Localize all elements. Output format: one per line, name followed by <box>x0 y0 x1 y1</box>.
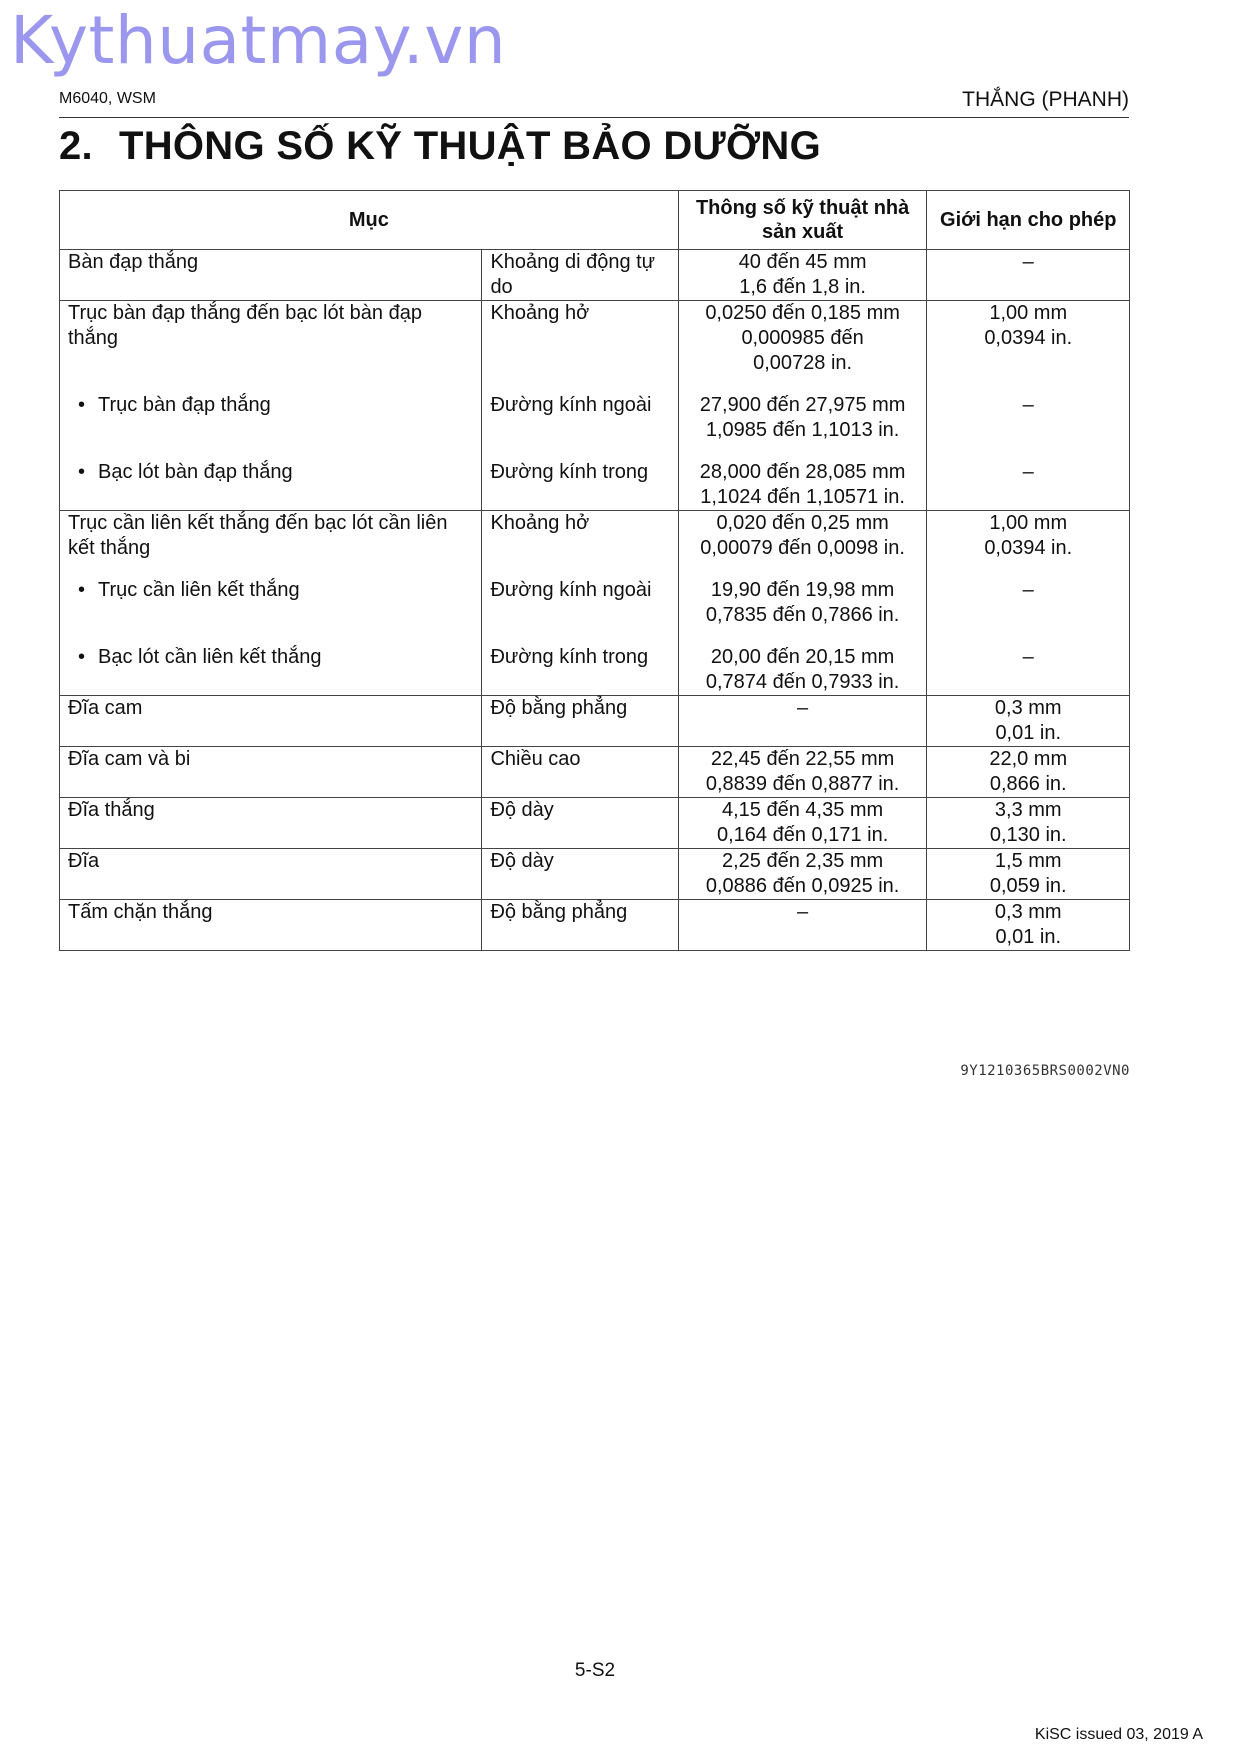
allowable-limit-cell: – <box>1022 646 1034 668</box>
spec-item-cell: • Trục bàn đạp thắng <box>68 393 473 418</box>
spec-item-cell: • Trục cần liên kết thắng <box>68 578 473 603</box>
spec-parameter-column <box>482 849 678 900</box>
spec-parameter-cell: Độ dày <box>490 799 554 821</box>
allowable-limit-cell: – <box>1022 251 1034 273</box>
manufacturer-spec-column <box>678 696 927 747</box>
allowable-limit-column <box>927 250 1130 301</box>
table-row <box>60 443 1130 511</box>
manufacturer-spec-cell: 20,00 đến 20,15 mm 0,7874 đến 0,7933 in. <box>705 646 900 693</box>
spec-parameter-cell: Khoảng hở <box>490 302 590 324</box>
table-row <box>60 798 1130 849</box>
manufacturer-spec-cell: 0,020 đến 0,25 mm 0,00079 đến 0,0098 in. <box>700 512 905 559</box>
header-chapter: THẮNG (PHANH) <box>962 88 1129 111</box>
spec-item-cell: Trục bàn đạp thắng đến bạc lót bàn đạp thắng <box>68 302 422 349</box>
allowable-limit-cell: 0,3 mm 0,01 in. <box>994 697 1062 744</box>
spec-item-cell: Đĩa cam <box>68 697 143 719</box>
manufacturer-spec-column <box>678 900 927 951</box>
allowable-limit-column <box>927 301 1130 377</box>
manufacturer-spec-column <box>678 628 927 696</box>
manufacturer-spec-column <box>678 250 927 301</box>
table-row <box>60 696 1130 747</box>
spec-item-cell: • Bạc lót cần liên kết thắng <box>68 645 473 670</box>
manufacturer-spec-column <box>678 849 927 900</box>
spec-parameter-column <box>482 628 678 696</box>
manufacturer-spec-cell: 4,15 đến 4,35 mm 0,164 đến 0,171 in. <box>716 799 889 846</box>
section-title-text: THÔNG SỐ KỸ THUẬT BẢO DƯỠNG <box>118 124 822 168</box>
table-row <box>60 301 1130 377</box>
manufacturer-spec-cell: 28,000 đến 28,085 mm 1,1024 đến 1,10571 in. <box>699 461 906 508</box>
spec-item-cell: • Bạc lót bàn đạp thắng <box>68 460 473 485</box>
spec-item-column <box>60 849 482 900</box>
allowable-limit-column <box>927 696 1130 747</box>
spec-item-column <box>60 747 482 798</box>
header-item: Mục <box>60 191 679 250</box>
spec-item-column <box>60 443 482 511</box>
allowable-limit-column <box>927 443 1130 511</box>
allowable-limit-column <box>927 628 1130 696</box>
table-header-row <box>60 191 1130 250</box>
allowable-limit-cell: – <box>1022 394 1034 416</box>
spec-parameter-column <box>482 443 678 511</box>
allowable-limit-cell: 22,0 mm 0,866 in. <box>989 748 1068 795</box>
spec-item-cell: Trục cần liên kết thắng đến bạc lót cần liên kết thắng <box>68 512 448 559</box>
spec-parameter-column <box>482 301 678 377</box>
allowable-limit-column <box>927 561 1130 628</box>
allowable-limit-column <box>927 747 1130 798</box>
manufacturer-spec-cell: – <box>797 901 809 923</box>
header-model: M6040, WSM <box>59 90 156 107</box>
spec-parameter-cell: Đường kính ngoài <box>490 579 652 601</box>
table-row <box>60 250 1130 301</box>
manufacturer-spec-cell: 2,25 đến 2,35 mm 0,0886 đến 0,0925 in. <box>705 850 900 897</box>
spec-parameter-cell: Đường kính ngoài <box>490 394 652 416</box>
spec-parameter-column <box>482 561 678 628</box>
spec-item-column <box>60 628 482 696</box>
manufacturer-spec-column <box>678 301 927 377</box>
header-allowable-limit: Giới hạn cho phép <box>927 191 1130 250</box>
manufacturer-spec-column <box>678 561 927 628</box>
spec-item-cell: Đĩa cam và bi <box>68 748 191 770</box>
table-row <box>60 511 1130 562</box>
spec-item-column <box>60 798 482 849</box>
manufacturer-spec-column <box>678 798 927 849</box>
manufacturer-spec-cell: – <box>797 697 809 719</box>
manufacturer-spec-column <box>678 511 927 562</box>
allowable-limit-cell: – <box>1022 461 1034 483</box>
allowable-limit-column <box>927 798 1130 849</box>
spec-item-cell: Đĩa thắng <box>68 799 155 821</box>
section-number: 2. <box>59 124 93 168</box>
spec-parameter-cell: Đường kính trong <box>490 646 649 668</box>
spec-item-column <box>60 376 482 443</box>
manufacturer-spec-cell: 0,0250 đến 0,185 mm 0,000985 đến 0,00728 in. <box>705 302 900 374</box>
spec-parameter-column <box>482 696 678 747</box>
manufacturer-spec-cell: 27,900 đến 27,975 mm 1,0985 đến 1,1013 in. <box>699 394 906 441</box>
spec-parameter-column <box>482 376 678 443</box>
spec-parameter-cell: Độ bằng phẳng <box>490 697 628 719</box>
spec-parameter-column <box>482 250 678 301</box>
spec-item-cell: Tấm chặn thắng <box>68 901 213 923</box>
spec-parameter-cell: Khoảng di động tự do <box>490 251 656 298</box>
allowable-limit-cell: 1,00 mm 0,0394 in. <box>984 512 1073 559</box>
table-row <box>60 849 1130 900</box>
manufacturer-spec-column <box>678 443 927 511</box>
table-row <box>60 376 1130 443</box>
manufacturer-spec-cell: 19,90 đến 19,98 mm 0,7835 đến 0,7866 in. <box>705 579 900 626</box>
allowable-limit-cell: 0,3 mm 0,01 in. <box>994 901 1062 948</box>
allowable-limit-column <box>927 511 1130 562</box>
header-divider <box>59 117 1129 118</box>
issued-note: KiSC issued 03, 2019 A <box>1034 1726 1203 1743</box>
allowable-limit-column <box>927 849 1130 900</box>
manufacturer-spec-column <box>678 376 927 443</box>
document-code: 9Y1210365BRS0002VN0 <box>960 1063 1130 1079</box>
spec-parameter-cell: Chiều cao <box>490 748 581 770</box>
header-manufacturer-spec: Thông số kỹ thuật nhà sản xuất <box>678 191 927 250</box>
watermark-logo: Kythuatmay.vn <box>10 2 507 79</box>
spec-item-cell: Đĩa <box>68 850 100 872</box>
manufacturer-spec-cell: 40 đến 45 mm 1,6 đến 1,8 in. <box>738 251 867 298</box>
spec-item-column <box>60 561 482 628</box>
page-number: 5-S2 <box>574 1660 616 1681</box>
spec-item-column <box>60 900 482 951</box>
spec-parameter-column <box>482 900 678 951</box>
maintenance-spec-table <box>59 190 1130 951</box>
spec-item-cell: Bàn đạp thắng <box>68 251 199 273</box>
spec-parameter-cell: Độ dày <box>490 850 554 872</box>
spec-parameter-cell: Khoảng hở <box>490 512 590 534</box>
allowable-limit-cell: 3,3 mm 0,130 in. <box>989 799 1067 846</box>
allowable-limit-cell: 1,00 mm 0,0394 in. <box>984 302 1073 349</box>
allowable-limit-cell: – <box>1022 579 1034 601</box>
allowable-limit-cell: 1,5 mm 0,059 in. <box>989 850 1067 897</box>
spec-item-column <box>60 301 482 377</box>
allowable-limit-column <box>927 376 1130 443</box>
allowable-limit-column <box>927 900 1130 951</box>
table-row <box>60 900 1130 951</box>
table-body <box>60 250 1130 951</box>
spec-parameter-column <box>482 511 678 562</box>
table-row <box>60 747 1130 798</box>
spec-item-column <box>60 696 482 747</box>
table-row <box>60 561 1130 628</box>
spec-parameter-cell: Độ bằng phẳng <box>490 901 628 923</box>
manufacturer-spec-column <box>678 747 927 798</box>
spec-parameter-column <box>482 798 678 849</box>
spec-parameter-column <box>482 747 678 798</box>
manufacturer-spec-cell: 22,45 đến 22,55 mm 0,8839 đến 0,8877 in. <box>705 748 900 795</box>
spec-parameter-cell: Đường kính trong <box>490 461 649 483</box>
table-row <box>60 628 1130 696</box>
section-title <box>59 124 821 169</box>
spec-item-column <box>60 511 482 562</box>
spec-item-column <box>60 250 482 301</box>
